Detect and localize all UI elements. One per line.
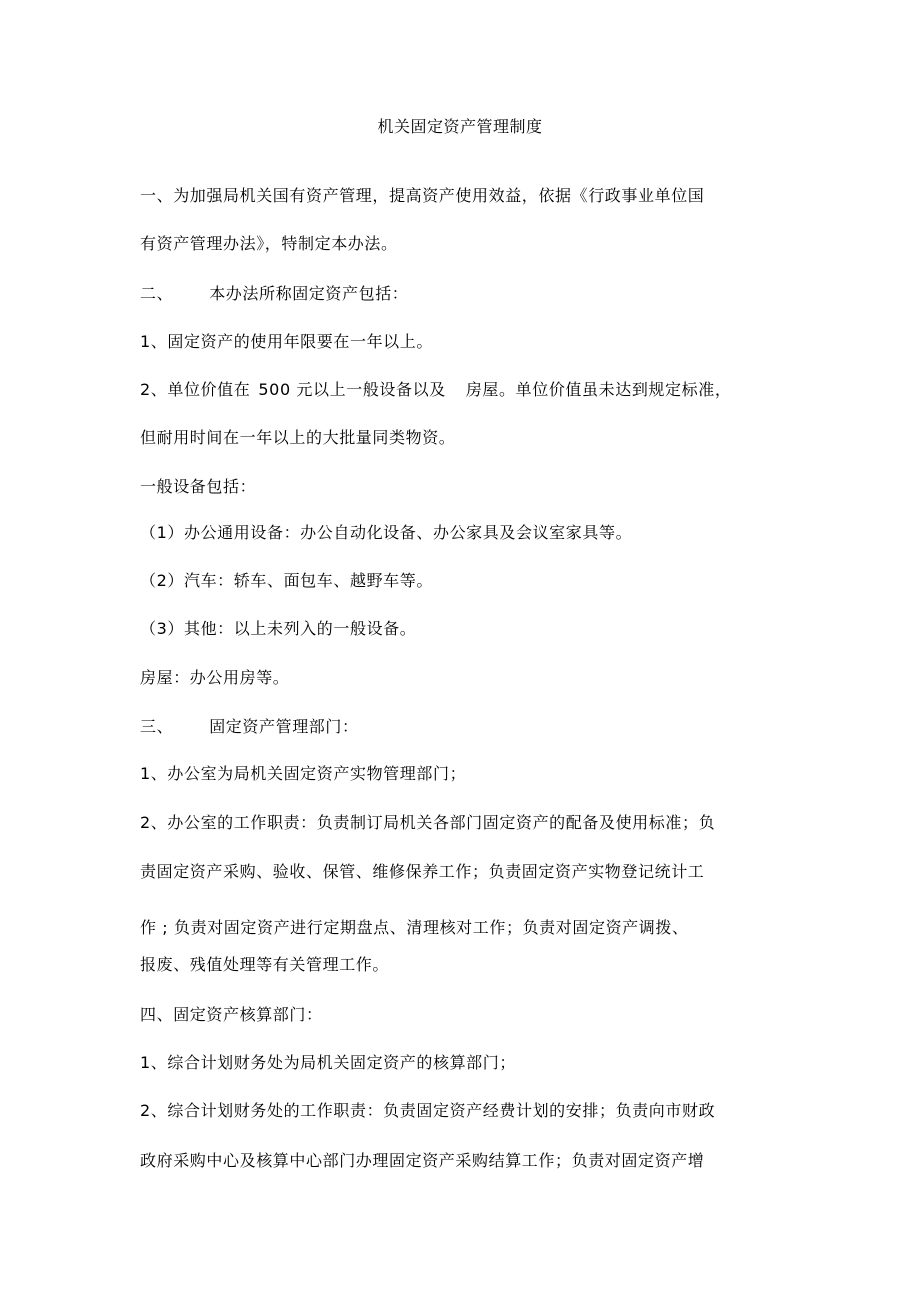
paragraph-line: 一、为加强局机关国有资产管理，提高资产使用效益，依据《行政事业单位国	[140, 186, 705, 205]
paragraph-line: 1、固定资产的使用年限要在一年以上。	[140, 332, 433, 351]
paragraph-line: （3）其他：以上未列入的一般设备。	[140, 619, 417, 638]
paragraph-line: 作 ; 负责对固定资产进行定期盘点、清理核对工作；负责对固定资产调拨、	[140, 918, 689, 937]
section-number: 三、	[140, 717, 174, 736]
section-heading-text: 固定资产管理部门：	[209, 717, 359, 736]
section-heading-text: 本办法所称固定资产包括：	[209, 284, 409, 303]
document-title: 机关固定资产管理制度	[377, 117, 543, 136]
section-heading-4: 四、固定资产核算部门：	[140, 1005, 323, 1024]
section-heading-2	[140, 282, 408, 306]
paragraph-line: 1、办公室为局机关固定资产实物管理部门；	[140, 764, 467, 783]
paragraph-line: 报废、残值处理等有关管理工作。	[140, 955, 390, 974]
paragraph-line: 政府采购中心及核算中心部门办理固定资产采购结算工作；负责对固定资产增	[140, 1151, 705, 1170]
paragraph-line: 但耐用时间在一年以上的大批量同类物资。	[140, 428, 456, 447]
paragraph-line: 2、办公室的工作职责：负责制订局机关各部门固定资产的配备及使用标准；负	[140, 813, 716, 832]
paragraph-line: 责固定资产采购、验收、保管、维修保养工作；负责固定资产实物登记统计工	[140, 862, 705, 881]
paragraph-line: （1）办公通用设备：办公自动化设备、办公家具及会议室家具等。	[140, 523, 633, 542]
paragraph-line: （2）汽车：轿车、面包车、越野车等。	[140, 571, 433, 590]
paragraph-line: 2、综合计划财务处的工作职责：负责固定资产经费计划的安排；负责向市财政	[140, 1101, 716, 1120]
item-text: 2、单位价值在	[140, 380, 251, 399]
paragraph-line: 房屋：办公用房等。	[140, 668, 290, 687]
section-heading-3	[140, 715, 359, 739]
paragraph-line: 1、综合计划财务处为局机关固定资产的核算部门；	[140, 1053, 516, 1072]
paragraph-line: 一般设备包括：	[140, 477, 257, 496]
paragraph-line: 有资产管理办法》，特制定本办法。	[140, 234, 398, 253]
item-text: 500 元以上一般设备以及	[258, 380, 446, 399]
paragraph-line-item-2	[140, 378, 731, 402]
section-number: 二、	[140, 284, 174, 303]
item-text: 房屋。单位价值虽未达到规定标准，	[465, 380, 732, 399]
